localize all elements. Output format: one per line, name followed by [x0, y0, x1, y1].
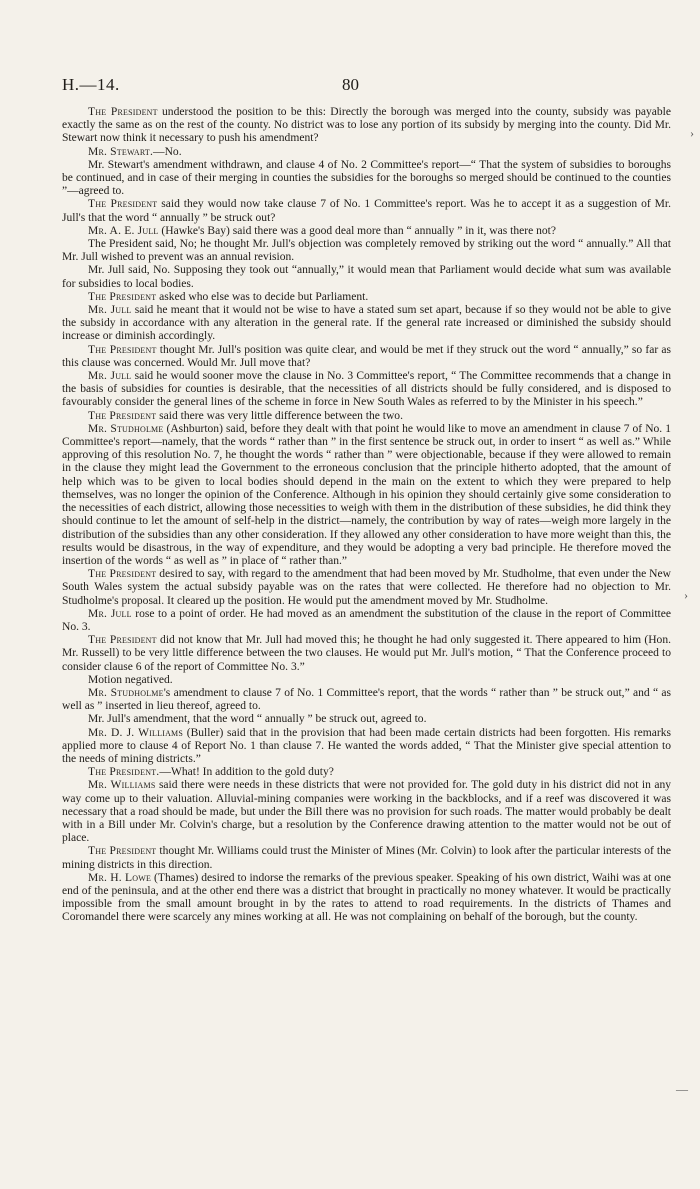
paragraph-text: desired to say, with regard to the amendment that had been moved by Mr. Studholme, that even under the New South Wales system the actual subsidy payable was on the rates that were collected. He therefore had no objection to Mr. Studholme's proposal. It cleared up the position. He would put the amendment moved by Mr. Studholme. [62, 568, 671, 607]
paragraph [62, 634, 671, 674]
page-number: 80 [342, 75, 359, 94]
speaker-name: Mr. Studholme [88, 422, 164, 435]
paragraph [62, 106, 671, 146]
paragraph-text: thought Mr. Jull's position was quite clear, and would be met if they struck out the word “ annually,” so far as this clause was concerned. Would Mr. Jull move that? [62, 343, 671, 369]
paragraph [62, 370, 671, 410]
paragraph [62, 344, 671, 370]
speaker-name: The President [88, 106, 158, 118]
speaker-name: The President [88, 343, 157, 356]
paragraph-text: Mr. Jull said, No. Supposing they took out “annually,” it would mean that Parliament would decide what sum was available for subsidies to local bodies. [62, 264, 671, 290]
margin-mark: › [690, 126, 694, 140]
paragraph-text: rose to a point of order. He had moved as an amendment the substitution of the clause in the report of Committee No. 3. [62, 607, 671, 633]
speaker-name: The President [88, 290, 157, 303]
paragraph-text: (Thames) desired to indorse the remarks of the previous speaker. Speaking of his own district, Waihi was at one end of the peninsula, and at the other end there was a district that brought in practically no money whatever. It would be practically impossible from the small amount brought in by the rates to attend to road requirements. In the districts of Thames and Coromandel there were scarcely any mines working at all. He was not complaining on behalf of the borough, but the county. [62, 871, 671, 924]
paragraph-text: asked who else was to decide but Parliament. [156, 290, 369, 303]
paragraph-text: Motion negatived. [88, 673, 173, 686]
paragraph [62, 872, 671, 925]
paragraph [62, 146, 671, 159]
paragraph-text: said he meant that it would not be wise to have a stated sum set apart, because if so they would not be able to give the subsidy in accordance with any alteration in the general rate. If the general rate increased or diminished the subsidy should increase or diminish accordingly. [62, 304, 671, 343]
paragraph [62, 264, 671, 290]
paragraph-text: said there was very little difference between the two. [156, 409, 403, 422]
speaker-name: The President. [88, 766, 160, 779]
paragraph-text: said he would sooner move the clause in No. 3 Committee's report, “ The Committee recommends that a change in the basis of subsidies for counties is desirable, that the necessities of all districts should be fully considered, and is disposed to favourably consider the general lines of the scheme in force in New South Wales as referred to by the Minister in his speech.” [62, 370, 671, 409]
paragraph [62, 608, 671, 634]
paragraph [62, 687, 671, 713]
paragraph-text: (Ashburton) said, before they dealt with that point he would like to move an amendment in clause 7 of No. 1 Committee's report—namely, that the words “ rather than ” in the first sentence be struck out, in order to insert “ as well as.” While approving of this resolution No. 7, he thought the words “ rather than ” were objectionable, because if they were allowed to remain in the clause they might lead the Government to the erroneous conclusion that the principle hitherto adopted, that the amount of help which was to be given to local bodies should depend in the main on the extent to which they were prepared to help themselves, was no longer the opinion of the Conference. Although in his opinion they should certainly give some consideration to the necessities of each district, allowing those necessities to weigh with them in the distribution of these subsidies, he did think they should continue to let the amount of self-help in the district—namely, the contribution by way of rates—weigh more largely in the distribution of the subsidies than any other consideration. If they allowed any other consideration to have more weight than this, the results would be disastrous, in the way of expenditure, and they would be adopting a very bad principle. He therefore moved the insertion of the words “ as well as ” in place of “ rather than.” [62, 422, 671, 567]
paragraph [62, 766, 671, 779]
paragraph [62, 225, 671, 238]
speaker-name: Mr. Studholme [88, 686, 164, 699]
speaker-name: Mr. Jull [88, 607, 132, 620]
paragraph-text: said they would now take clause 7 of No. 1 Committee's report. Was he to accept it as a suggestion of Mr. Jull's that the word “ annually ” be struck out? [62, 198, 671, 224]
paragraph-text: (Buller) said that in the provision that had been made certain districts had been forgotten. His remarks applied more to clause 4 of Report No. 1 than clause 7. He wanted the words added, “ That the Minister give special attention to the needs of mining districts.” [62, 726, 671, 765]
paragraph-text: understood the position to be this: Directly the borough was merged into the county, subsidy was payable exactly the same as on the rest of the county. No district was to lose any portion of its subsidy by merging into the county. Did Mr. Stewart now think it necessary to push his amendment? [62, 106, 671, 145]
paragraph [62, 713, 671, 726]
speaker-name: The President [88, 198, 158, 211]
paragraph-text: The President said, No; he thought Mr. Jull's objection was completely removed by striking out the word “ annually.” All that Mr. Jull wished to prevent was an annual revision. [62, 238, 671, 264]
paragraph [62, 410, 671, 423]
paragraph [62, 304, 671, 344]
paragraph [62, 727, 671, 767]
speaker-name: Mr. Stewart. [88, 145, 154, 158]
margin-mark: › [684, 588, 688, 602]
paragraph-text: did not know that Mr. Jull had moved this; he thought he had only suggested it. There appeared to him (Hon. Mr. Russell) to be very little difference between the two clauses. He would put Mr. Jull's motion, “ That the Conference proceed to consider clause 6 of the report of Committee No. 3.” [62, 634, 671, 673]
speaker-name: Mr. Jull [88, 370, 132, 383]
speaker-name: Mr. Jull [88, 304, 132, 317]
speaker-name: Mr. D. J. Williams [88, 726, 184, 739]
paragraph-text: said there were needs in these districts that were not provided for. The gold duty in his district did not in any way come up to their valuation. Alluvial-mining companies were working in the backblocks, and if a reef was discovered it was necessary that a road should be made, but under the Bill there was no provision for such roads. The matter would probably be dealt with in a Bill under Mr. Colvin's charge, but a resolution by the Conference drawing attention to the matter would not be out of place. [62, 779, 671, 845]
paragraph [62, 291, 671, 304]
page-header [62, 75, 662, 97]
document-reference: H.—14. [62, 75, 120, 94]
paragraph-text: —No. [153, 145, 182, 158]
paragraph-text: 's amendment to clause 7 of No. 1 Committee's report, that the words “ rather than ” be struck out,” and “ as well as ” inserted in lieu thereof, agreed to. [62, 686, 672, 713]
paragraph [62, 845, 671, 871]
speaker-name: Mr. H. Lowe [88, 871, 152, 884]
paragraph-text: Mr. Jull's amendment, that the word “ annually ” be struck out, agreed to. [88, 713, 427, 726]
speaker-name: Mr. Williams [88, 779, 156, 792]
speaker-name: Mr. A. E. Jull [88, 224, 159, 237]
paragraph [62, 238, 671, 264]
margin-mark: — [676, 1082, 688, 1096]
paragraph [62, 674, 671, 687]
paragraph [62, 779, 671, 845]
paragraph-text: —What! In addition to the gold duty? [159, 766, 334, 779]
speaker-name: The President [88, 568, 157, 581]
paragraph-text: Mr. Stewart's amendment withdrawn, and clause 4 of No. 2 Committee's report—“ That the system of subsidies to boroughs be continued, and in case of their merging in counties the subsidies for the boroughs so merged should be continued to the counties ”—agreed to. [62, 158, 671, 198]
paragraph-text: thought Mr. Williams could trust the Minister of Mines (Mr. Colvin) to look after the particular interests of the mining districts in this direction. [62, 845, 671, 871]
paragraph-text: (Hawke's Bay) said there was a good deal more than “ annually ” in it, was there not? [158, 224, 556, 237]
paragraph [62, 198, 671, 224]
proceedings-text [62, 106, 671, 925]
paragraph [62, 159, 671, 199]
speaker-name: The President [88, 634, 157, 647]
paragraph [62, 423, 671, 568]
paragraph [62, 568, 671, 608]
speaker-name: The President [88, 845, 157, 858]
speaker-name: The President [88, 409, 157, 422]
